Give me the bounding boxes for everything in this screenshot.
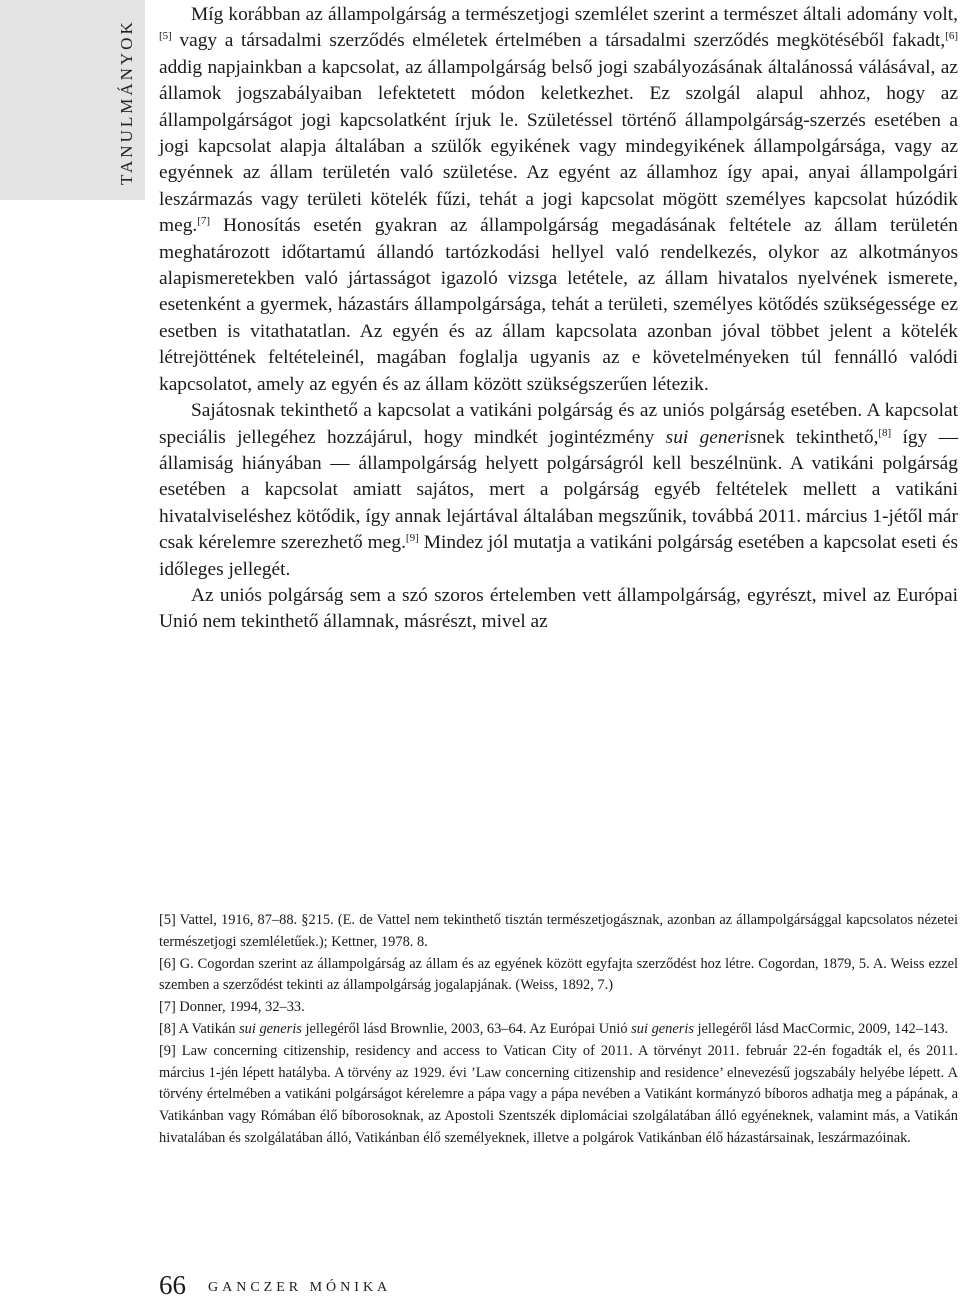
running-author: GANCZER MÓNIKA [208, 1280, 392, 1295]
page-number: 66 [159, 1270, 186, 1300]
text-run: jellegéről lásd MacCormic, 2009, 142–143. [693, 1020, 949, 1037]
text-run: Sajátosnak tekinthető a kapcsolat a vatikáni polgárság és az uniós polgárság esetében. A kapcsolat speciális jellegéhez hozzájárul, hogy mindkét jogintézmény [159, 400, 958, 448]
text-run: vagy a társadalmi szerződés elméletek értelmében a társadalmi szerződés megkötéséből fakadt, [171, 30, 946, 52]
text-run: [6] G. Cogordan szerint az állampolgárság az állam és az egyének között egyfajta szerződést hoz létre. Cogordan, 1879, 5. A. Weiss ezzel szemben a szerződést tekinti az állampolgárság jogalapjának. (Weiss, 1892, 7.) [159, 955, 958, 994]
text-run: addig napjainkban a kapcsolat, az állampolgárság belső jogi szabályozásának általánossá válásával, az államok jogszabályaiban lefektetett módon keletkezhet. Ez szolgál alapul ahhoz, hogy az állampolgárságot jogi kapcsolatként írjuk le. Születéssel történő állampolgárság-szerzés esetében a jogi kapcsolat alapja általában a szülők egyikének vagy mindegyikének állampolgársága, vagy az egyénnek az állam területén való születése. Az egyént az államhoz így apai, anyai állampolgári leszármazás vagy területi kötelék fűzi, tehát a jogi kapcsolat mögött személyes kapcsolat húzódik meg. [159, 56, 958, 237]
footnote-5 [159, 910, 958, 954]
footnote-9 [159, 1041, 958, 1150]
paragraph [159, 583, 958, 636]
text-run: Az uniós polgárság sem a szó szoros értelemben vett állampolgárság, egyrészt, mivel az Európai Unió nem tekinthető államnak, másrészt, mivel az [159, 584, 958, 633]
footnotes [159, 910, 958, 1150]
text-run: Honosítás esetén gyakran az állampolgárság megadásának feltétele az állam területén meghatározott időtartamú állandó tartózkodási hellyel való rendelkezés, olykor az alkotmányos alapismeretekben való jártasságot igazoló vizsga letétele, az állam hivatalos nyelvének ismerete, esetenként a gyermek, házastárs állampolgársága, tehát a területi, személyes kötődés szükségessége ez esetben is vitathatatlan. Az egyén és az állam kapcsolata azonban jóval többet jelent a kötelék létrejöttének feltételeinél, magában foglalja ugyanis az e követelményeken túl fennálló valódi kapcsolatot, amely az egyén és az állam között szükségszerűen létezik. [159, 215, 958, 395]
text-run: nek tekinthető, [756, 426, 879, 448]
text-run: [9] Law concerning citizenship, residency and access to Vatican City of 2011. A törvényt 2011. február 22-én fogadták el, és 2011. március 1-jén lépett hatályba. A törvény az 1929. évi ’Law concerning citizenship and residence’ elnevezésű jogszabály helyébe lépett. A törvény értelmében a vatikáni polgárságot kérelemre a pápa vagy a pápa nevében a Vatikánt kormányzó bíboros adhatja meg a pápának, a Vatikánban vagy Rómában élő bíborosoknak, az Apostoli Szentszék diplomáciai szolgálatában álló egyéneknek, valamint más, a Vatikán hivatalában és szolgálatában álló, Vatikánban élő személyeknek, illetve a polgárok Vatikánban élő házastársainak, leszármazóinak. [159, 1042, 958, 1146]
footnote-6 [159, 954, 958, 998]
text-run: jellegéről lásd Brownlie, 2003, 63–64. Az Európai Unió [301, 1020, 632, 1037]
italic-term: sui generis [631, 1020, 694, 1037]
paragraph [159, 398, 958, 583]
text-run: így — államiság hiányában — állampolgárság helyett polgárságról kell beszélnünk. A vatikáni polgárság esetében a kapcsolat amiatt sajátos, mert a polgárság egyéb feltételek mellett a vatikáni hivatalviseléshez kötődik, így annak lejártával általában megszűnik, továbbá 2011. március 1-jétől már csak kérelemre szerezhető meg. [159, 426, 958, 554]
footnote-ref[interactable]: [6] [945, 30, 958, 43]
page-footer [159, 1270, 391, 1301]
body-text [159, 2, 958, 636]
text-run: Mindez jól mutatja a vatikáni polgárság esetében a kapcsolat eseti és időleges jellegét. [159, 532, 958, 580]
footnote-ref[interactable]: [5] [159, 30, 172, 43]
italic-term: sui generis [239, 1020, 302, 1037]
text-run: [8] A Vatikán [159, 1020, 240, 1037]
text-run: [7] Donner, 1994, 32–33. [159, 999, 305, 1016]
footnote-ref[interactable]: [8] [878, 426, 892, 439]
section-tab-label: TANULMÁNYOK [117, 19, 136, 185]
italic-term: sui generis [665, 426, 757, 448]
text-run: [5] Vattel, 1916, 87–88. §215. (E. de Vattel nem tekinthető tisztán természetjogásznak, azonban az állampolgársággal kapcsolatos nézetei természetjogi szemléletűek.); Kettner, 1978. 8. [159, 912, 958, 950]
section-tab [0, 0, 145, 200]
footnote-7 [159, 997, 958, 1019]
footnote-ref[interactable]: [7] [197, 215, 211, 228]
footnote-ref[interactable]: [9] [405, 532, 419, 545]
footnote-8 [159, 1019, 958, 1041]
paragraph [159, 2, 958, 398]
text-run: Míg korábban az állampolgárság a természetjogi szemlélet szerint a természet általi adomány volt, [191, 4, 958, 25]
